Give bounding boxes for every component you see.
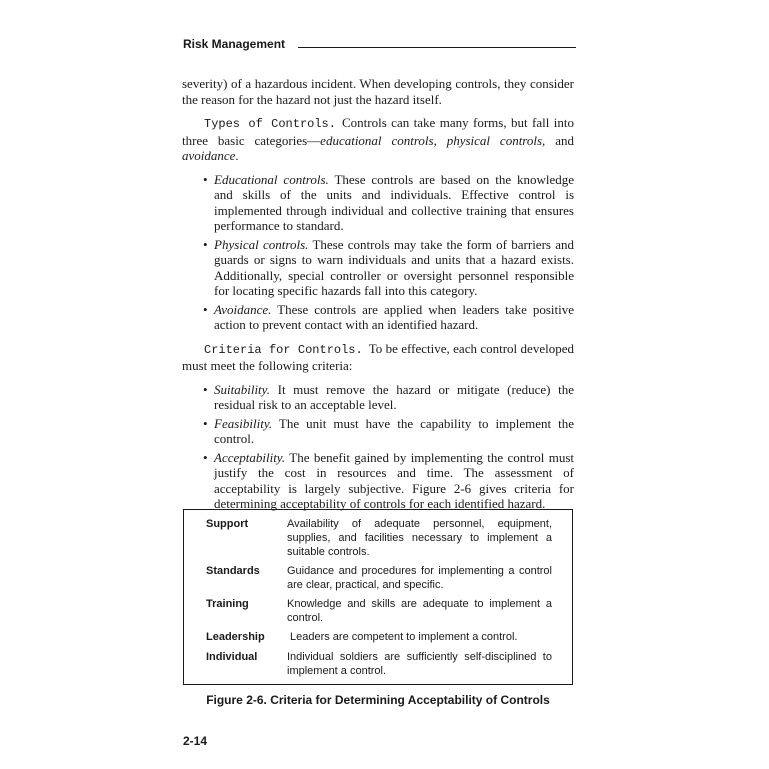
bullet-glyph: •: [203, 449, 208, 465]
types-period: .: [235, 148, 239, 163]
bullet-glyph: •: [203, 381, 208, 397]
types-text: Controls can take many forms, but fall into three basic categories—: [182, 115, 575, 148]
figure-row-label: Standards: [206, 565, 260, 577]
bullet-term: Avoidance.: [214, 301, 272, 317]
page-number: 2-14: [183, 734, 208, 748]
bullet-glyph: •: [203, 301, 208, 317]
criteria-text: To be effective, each control developed must meet the following criteria:: [182, 340, 574, 373]
header-title: Risk Management: [183, 37, 286, 51]
bullet-text: These controls are applied when leaders take positive action to prevent contact with an identified hazard.: [214, 301, 574, 332]
bullet-text: These controls may take the form of barriers and guards or signs to warn individuals and units that a hazard exists. Additionally, special controller or oversight personnel responsible for locating specific hazards fall into this category.: [214, 236, 574, 298]
types-categories: educational controls, physical controls,: [320, 132, 546, 148]
bullet-glyph: •: [203, 415, 208, 431]
figure-row-description: Guidance and procedures for implementing a control are clear, practical, and specific.: [287, 565, 552, 591]
list-item: [182, 416, 574, 447]
list-item: [182, 172, 574, 234]
list-item: [182, 382, 574, 413]
figure-caption: Figure 2-6. Criteria for Determining Acceptability of Controls: [206, 693, 550, 707]
bullet-text: The unit must have the capability to implement the control.: [214, 415, 574, 446]
bullet-term: Suitability.: [214, 381, 270, 397]
bullet-text: It must remove the hazard or mitigate (reduce) the residual risk to an acceptable level.: [214, 381, 574, 412]
body-text: [182, 76, 574, 520]
figure-row-description: Availability of adequate personnel, equipment, supplies, and facilities necessary to implement a suitable controls.: [287, 518, 552, 558]
bullet-glyph: •: [203, 171, 208, 187]
types-bullet-list: [182, 172, 574, 333]
bullet-term: Educational controls.: [214, 171, 329, 187]
types-avoidance: avoidance: [182, 148, 236, 163]
figure-row-label: Training: [206, 598, 249, 610]
paragraph-continued: severity) of a hazardous incident. When developing controls, they consider the reason for the hazard not just the hazard itself.: [182, 76, 574, 107]
paragraph-types-of-controls: [182, 115, 574, 164]
paragraph-criteria-for-controls: [182, 341, 574, 374]
list-item: [182, 237, 574, 299]
header-rule: [298, 47, 576, 48]
criteria-bullet-list: [182, 382, 574, 512]
bullet-glyph: •: [203, 236, 208, 252]
figure-row-description: Leaders are competent to implement a control.: [290, 631, 518, 643]
figure-row-label: Individual: [206, 651, 258, 663]
figure-row-description: Knowledge and skills are adequate to implement a control.: [287, 598, 552, 624]
bullet-text: The benefit gained by implementing the control must justify the cost in resources and time. The assessment of acceptability is largely subjective. Figure 2-6 gives criteria for determining acceptability of controls for each identified hazard.: [214, 449, 574, 511]
section-heading-criteria-for-controls: Criteria for Controls.: [204, 342, 363, 357]
bullet-term: Acceptability.: [214, 449, 286, 465]
figure-row-label: Leadership: [206, 631, 265, 643]
list-item: [182, 450, 574, 512]
list-item: [182, 302, 574, 333]
figure-row-label: Support: [206, 518, 249, 530]
figure-row-description: Individual soldiers are sufficiently self-disciplined to implement a control.: [287, 651, 552, 677]
section-heading-types-of-controls: Types of Controls.: [204, 117, 336, 131]
types-and: and: [545, 132, 574, 148]
bullet-text: These controls are based on the knowledge and skills of the units and individuals. Effective control is implemented through individual and collective training that ensures performance to standard.: [214, 171, 575, 233]
running-header: [183, 36, 576, 52]
figure-box: [183, 509, 573, 685]
bullet-term: Physical controls.: [214, 236, 309, 252]
bullet-term: Feasibility.: [214, 415, 273, 431]
